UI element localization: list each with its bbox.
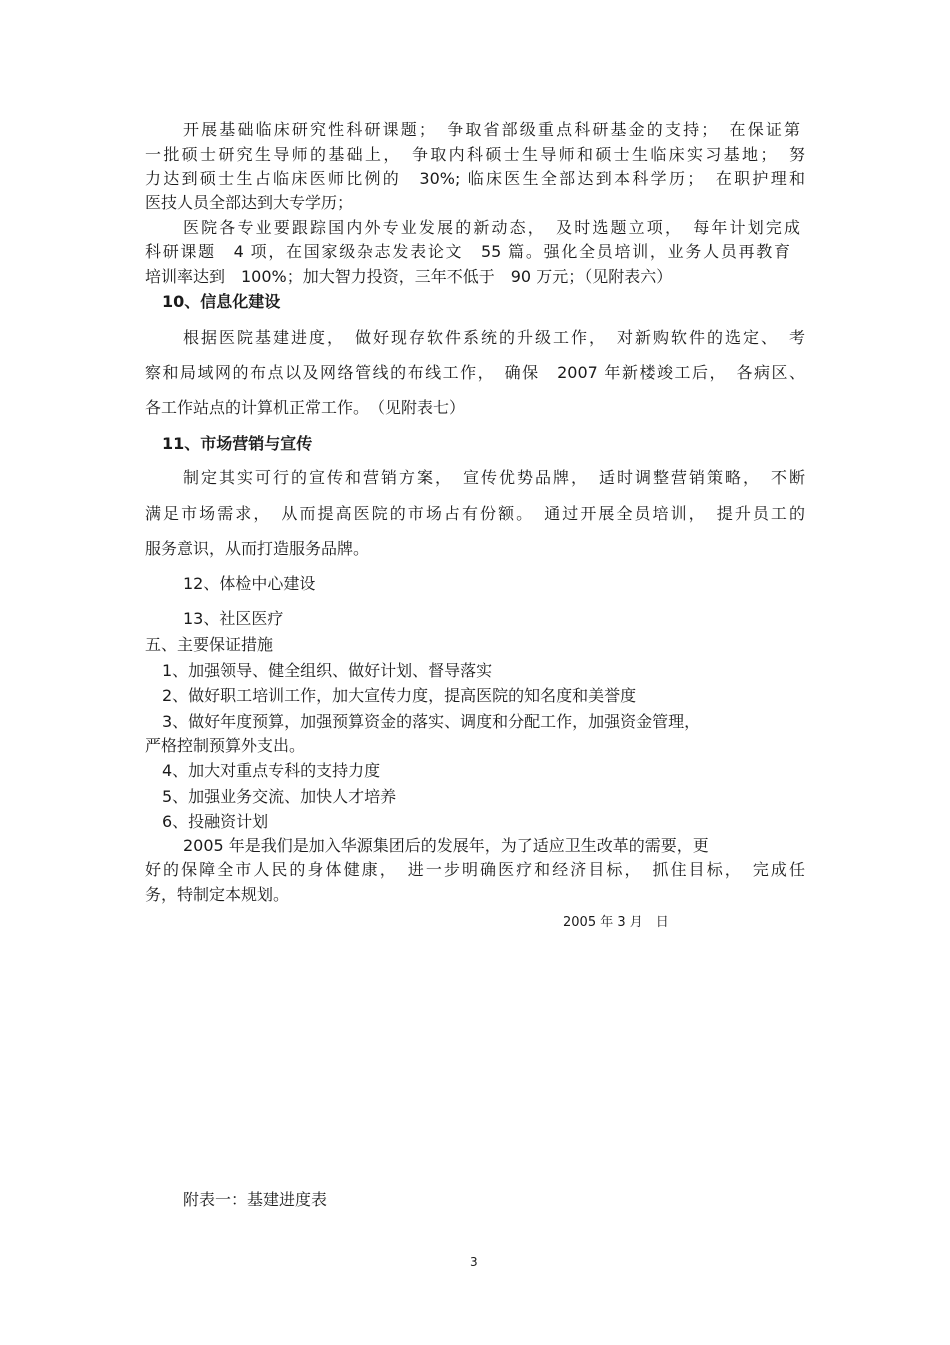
paragraph-line: 开展基础临床研究性科研课题； 争取省部级重点科研基金的支持； 在保证第 — [183, 120, 800, 139]
list-item: 5、加强业务交流、加快人才培养 — [162, 787, 397, 806]
list-item: 6、投融资计划 — [162, 812, 269, 831]
paragraph-line: 务，特制定本规划。 — [145, 885, 290, 904]
page-number: 3 — [470, 1255, 478, 1269]
paragraph-line: 医技人员全部达到大专学历； — [145, 193, 354, 212]
paragraph-line: 医院各专业要跟踪国内外专业发展的新动态， 及时选题立项， 每年计划完成 — [183, 218, 800, 237]
paragraph-line: 好的保障全市人民的身体健康， 进一步明确医疗和经济目标， 抓住目标， 完成任 — [145, 860, 805, 879]
section-heading: 13、社区医疗 — [183, 609, 284, 628]
section-heading: 11、市场营销与宣传 — [162, 434, 313, 453]
paragraph-line: 科研课题 4 项，在国家级杂志发表论文 55 篇。强化全员培训，业务人员再教育 — [145, 242, 790, 261]
paragraph-line: 根据医院基建进度， 做好现存软件系统的升级工作， 对新购软件的选定、 考 — [183, 328, 805, 347]
paragraph-line: 2005 年是我们是加入华源集团后的发展年，为了适应卫生改革的需要，更 — [183, 836, 709, 855]
list-item: 1、加强领导、健全组织、做好计划、督导落实 — [162, 661, 493, 680]
paragraph-line: 察和局域网的布点以及网络管线的布线工作， 确保 2007 年新楼竣工后， 各病区、 — [145, 363, 805, 382]
paragraph-line: 各工作站点的计算机正常工作。 （见附表七） — [145, 398, 466, 417]
list-item: 3、做好年度预算，加强预算资金的落实、调度和分配工作，加强资金管理， — [162, 712, 701, 731]
list-item: 2、做好职工培训工作，加大宣传力度，提高医院的知名度和美誉度 — [162, 686, 637, 705]
paragraph-line: 服务意识，从而打造服务品牌。 — [145, 539, 370, 558]
chapter-heading: 五、主要保证措施 — [145, 635, 274, 654]
paragraph-line: 制定其实可行的宣传和营销方案， 宣传优势品牌， 适时调整营销策略， 不断 — [183, 468, 805, 487]
paragraph-line: 力达到硕士生占临床医师比例的 30%; 临床医生全部达到本科学历； 在职护理和 — [145, 169, 805, 188]
section-heading: 12、体检中心建设 — [183, 574, 316, 593]
appendix-title: 附表一：基建进度表 — [183, 1190, 328, 1209]
document-date: 2005 年 3 月 日 — [563, 915, 669, 930]
section-heading: 10、信息化建设 — [162, 292, 281, 311]
list-item: 4、加大对重点专科的支持力度 — [162, 761, 381, 780]
paragraph-line: 满足市场需求， 从而提高医院的市场占有份额。 通过开展全员培训， 提升员工的 — [145, 504, 805, 523]
list-item-continuation: 严格控制预算外支出。 — [145, 736, 306, 755]
paragraph-line: 培训率达到 100%；加大智力投资，三年不低于 90 万元；（见附表六） — [145, 267, 673, 286]
paragraph-line: 一批硕士研究生导师的基础上， 争取内科硕士生导师和硕士生临床实习基地； 努 — [145, 145, 805, 164]
